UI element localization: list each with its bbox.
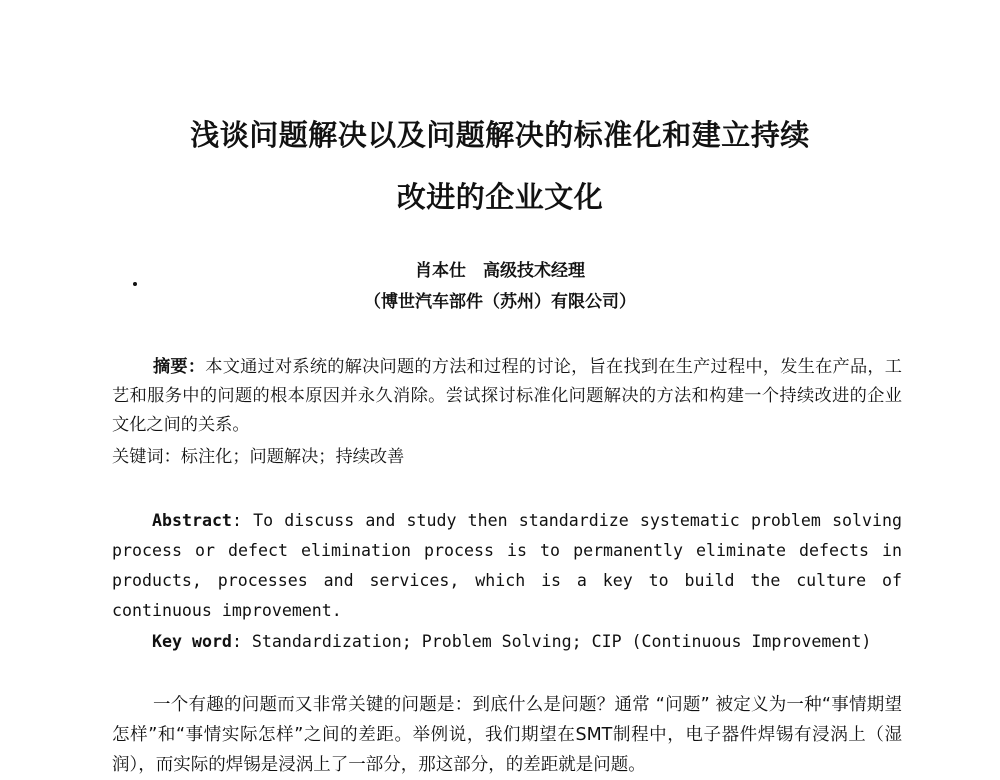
chinese-abstract (112, 353, 902, 440)
chinese-abstract-label: 摘要： (153, 357, 206, 377)
chinese-abstract-text: 本文通过对系统的解决问题的方法和过程的讨论，旨在找到在生产过程中，发生在产品，工艺和服务中的问题的根本原因并永久消除。尝试探讨标准化问题解决的方法和构建一个持续改进的企业文化之间的关系。 (112, 357, 902, 435)
author-affiliation: （博世汽车部件（苏州）有限公司） (364, 292, 636, 312)
body-paragraph: 一个有趣的问题而又非常关键的问题是：到底什么是问题？通常 “问题” 被定义为一种“事情期望怎样”和“事情实际怎样”之间的差距。举例说，我们期望在SMT制程中，电子器件焊锡有浸涡上（湿润），而实际的焊锡是浸涡上了一部分，那这部分，的差距就是问题。 (112, 695, 902, 775)
english-abstract (112, 506, 902, 626)
author-name: 肖本仕 高级技术经理 (415, 261, 585, 281)
chinese-keywords-text: 标注化；问题解决；持续改善 (180, 447, 405, 467)
chinese-keywords (112, 443, 902, 472)
english-keywords (152, 627, 912, 657)
english-keywords-text: : Standardization; Problem Solving; CIP (Continuous Improvement) (231, 632, 872, 651)
english-keywords-label: Key word (152, 632, 232, 651)
english-abstract-label: Abstract (152, 511, 232, 530)
paper-title-line-2: 改进的企业文化 (396, 180, 604, 214)
stray-dot-mark (133, 282, 137, 286)
paper-title-line-1: 浅谈问题解决以及问题解决的标准化和建立持续 (190, 118, 810, 152)
english-abstract-text: : To discuss and study then standardize systematic problem solving process or defect elimination process is to permanently eliminate defects in products, processes and services, which is a key to build the culture of continuous improvement. (112, 511, 902, 620)
chinese-keywords-label: 关键词： (112, 447, 181, 467)
